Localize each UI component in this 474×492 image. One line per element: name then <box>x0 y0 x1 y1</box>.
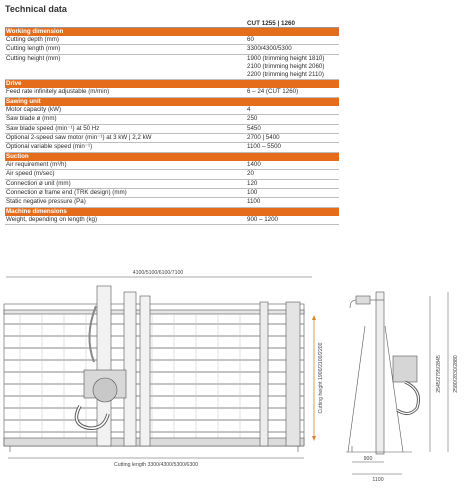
row-label: Cutting length (mm) <box>6 45 61 53</box>
row-label: Static negative pressure (Pa) <box>6 198 86 206</box>
row-value: 6 – 24 (CUT 1260) <box>247 88 299 96</box>
table-row <box>5 88 339 97</box>
table-row <box>5 170 339 179</box>
table-row <box>5 134 339 143</box>
table-row <box>5 180 339 189</box>
section-header: Suction <box>5 153 339 161</box>
row-value: 1100 – 5500 <box>247 143 281 151</box>
row-label: Motor capacity (kW) <box>6 105 62 113</box>
table-row <box>5 125 339 134</box>
side-view <box>346 292 419 454</box>
depth-dimension-label-1: 900 <box>363 456 373 462</box>
section-header: Working dimension <box>5 28 339 36</box>
row-label: Air requirement (m³/h) <box>6 160 67 168</box>
table-row <box>5 115 339 124</box>
row-value: 5450 <box>247 124 261 132</box>
side-dimension-label-1: 2545/2795/2845 <box>436 355 442 393</box>
row-label: Cutting height (mm) <box>6 54 61 62</box>
front-view <box>4 286 304 452</box>
table-row <box>5 216 339 225</box>
row-value: 1900 (trimming height 1810) 2100 (trimming height 2060) 2200 (trimming height 2110) <box>247 54 325 79</box>
table-row <box>5 36 339 45</box>
row-value: 2700 | 5400 <box>247 133 280 141</box>
row-value: 3300/4300/5300 <box>247 45 292 53</box>
row-value: 250 <box>247 115 258 123</box>
row-label: Optional 2-speed saw motor (min⁻¹) at 3 kW | 2,2 kW <box>6 133 152 141</box>
section-header: Sawing unit <box>5 98 339 106</box>
table-body <box>5 28 339 225</box>
row-label: Connection ø unit (mm) <box>6 179 71 187</box>
top-dimension-label: 4100/5100/6100/7100 <box>132 270 184 276</box>
row-label: Air speed (m/sec) <box>6 170 55 178</box>
table-row <box>5 198 339 207</box>
row-value: 20 <box>247 170 254 178</box>
row-value: 100 <box>247 188 258 196</box>
row-label: Saw blade ø (mm) <box>6 115 57 123</box>
page-title: Technical data <box>5 4 67 14</box>
row-value: 4 <box>247 105 251 113</box>
row-label: Feed rate infinitely adjustable (m/min) <box>6 88 110 96</box>
table-row <box>5 161 339 170</box>
table-row <box>5 189 339 198</box>
row-label: Optional variable speed (min⁻¹) <box>6 143 93 151</box>
depth-dimension-label-2: 1100 <box>372 477 384 483</box>
side-dimension-label-2: 2580/2830/2880 <box>453 355 459 393</box>
table-row <box>5 106 339 115</box>
row-label: Weight, depending on length (kg) <box>6 215 98 223</box>
row-value: 1100 <box>247 198 261 206</box>
technical-data-table <box>5 17 339 225</box>
table-row <box>5 143 339 152</box>
section-header: Machine dimensions <box>5 208 339 216</box>
row-label: Connection ø frame end (TRK design) (mm) <box>6 188 127 196</box>
row-value: 60 <box>247 36 254 43</box>
section-header: Drive <box>5 80 339 88</box>
model-header: CUT 1255 | 1260 <box>247 20 295 27</box>
row-value: 1400 <box>247 160 261 168</box>
row-label: Cutting depth (mm) <box>6 36 59 43</box>
machine-drawing <box>0 266 474 492</box>
table-row <box>5 45 339 54</box>
row-value: 900 – 1200 <box>247 215 278 223</box>
row-label: Saw blade speed (min⁻¹) at 50 Hz <box>6 124 100 132</box>
table-header <box>5 17 339 28</box>
height-dimension-label: Cutting height 1900/2100/2200 <box>318 342 324 414</box>
table-row <box>5 55 339 81</box>
bottom-dimension-label: Cutting length 3300/4300/5300/6300 <box>114 462 198 468</box>
row-value: 120 <box>247 179 258 187</box>
